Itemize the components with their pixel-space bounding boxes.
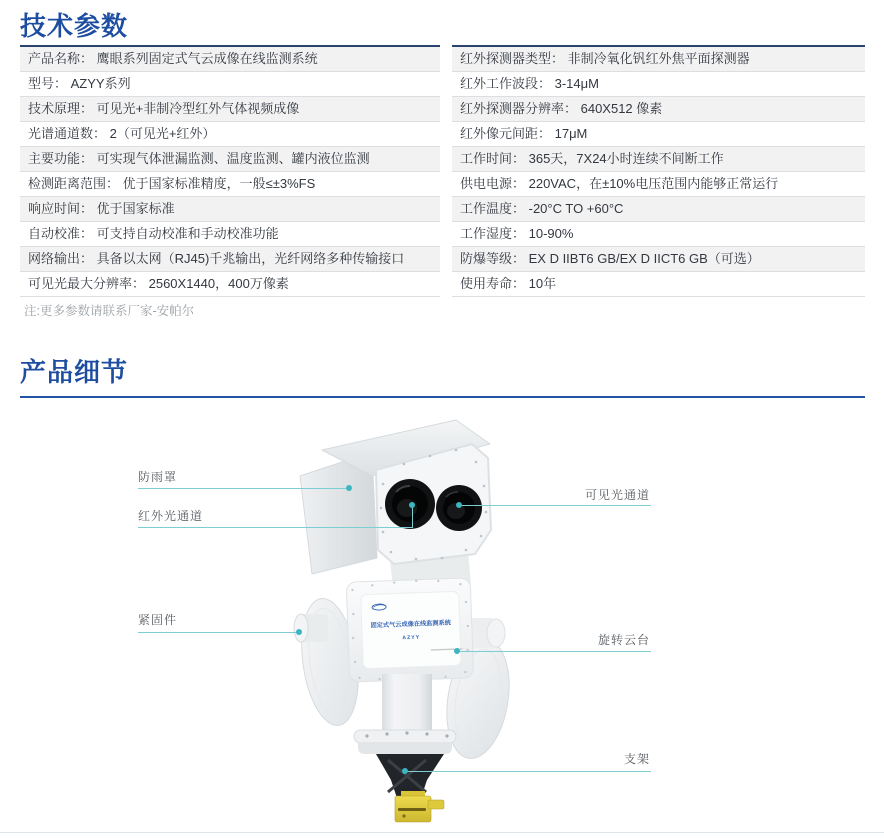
callout-line-ir-channel [138,527,413,528]
spec-row: 检测距离范围： 优于国家标准精度，一般≤±3%FS [20,172,440,197]
spec-row: 光谱通道数： 2（可见光+红外） [20,122,440,147]
spec-table-right [452,45,865,297]
device-illustration [270,412,530,832]
camera-head [300,420,491,574]
spec-row: 网络输出： 具备以太网（RJ45)千兆输出，光纤网络多种传输接口 [20,247,440,272]
section-title-product-details: 产品细节 [20,357,129,387]
callout-label-ir-channel: 红外光通道 [138,509,204,523]
device-label-line1: 固定式气云成像在线监测系统 [370,619,452,630]
spec-tables [20,45,865,297]
spec-row: 产品名称： 鹰眼系列固定式气云成像在线监测系统 [20,47,440,72]
visible-light-lens [436,485,482,531]
callout-label-bracket: 支架 [623,752,650,766]
yellow-clamp [395,791,444,822]
spec-row: 供电电源： 220VAC，在±10%电压范围内能够正常运行 [452,172,865,197]
callout-dot-bracket [402,768,408,774]
spec-row: 防爆等级： EX D IIBT6 GB/EX D IICT6 GB（可选） [452,247,865,272]
spec-row: 型号： AZYY系列 [20,72,440,97]
fastener-knob [294,614,328,642]
spec-row: 自动校准： 可支持自动校准和手动校准功能 [20,222,440,247]
callout-label-pan-tilt: 旋转云台 [597,633,650,647]
callout-dot-fastener [296,629,302,635]
callout-line-rain-cover [138,488,350,489]
note-text: 注:更多参数请联系厂家-安帕尔 [24,304,195,318]
spec-row: 红外工作波段： 3-14μM [452,72,865,97]
callout-dot-visible-channel [456,502,462,508]
callout-line-fastener [138,632,300,633]
callout-dot-pan-tilt [454,648,460,654]
spec-row: 技术原理： 可见光+非制冷型红外气体视频成像 [20,97,440,122]
callout-label-fastener: 紧固件 [138,613,178,627]
callout-line-pan-tilt [457,651,651,652]
spec-row: 工作温度： -20°C TO +60°C [452,197,865,222]
page-bottom-divider [0,832,884,833]
spec-table-left [20,45,440,297]
spec-row: 可见光最大分辨率： 2560X1440，400万像素 [20,272,440,297]
pan-tilt-body [346,578,473,683]
callout-line-visible-channel [459,505,651,506]
device-label-line2: AZYY [402,634,421,642]
tilt-motor [468,618,505,648]
section-underline [20,396,865,398]
section-title-tech-params: 技术参数 [20,11,129,41]
callout-line-ir-channel-vertical [412,505,413,527]
spec-row: 红外探测器类型： 非制冷氧化钒红外焦平面探测器 [452,47,865,72]
spec-row: 红外像元间距： 17μM [452,122,865,147]
callout-line-bracket [405,771,651,772]
callout-dot-rain-cover [346,485,352,491]
spec-row: 使用寿命： 10年 [452,272,865,297]
spec-row: 主要功能： 可实现气体泄漏监测、温度监测、罐内液位监测 [20,147,440,172]
support-column [354,674,456,754]
spec-row: 工作时间： 365天，7X24小时连续不间断工作 [452,147,865,172]
callout-label-visible-channel: 可见光通道 [584,488,650,502]
spec-row: 响应时间： 优于国家标准 [20,197,440,222]
spec-row: 工作湿度： 10-90% [452,222,865,247]
callout-label-rain-cover: 防雨罩 [138,470,178,484]
callout-dot-ir-channel [409,502,415,508]
spec-row: 红外探测器分辨率： 640X512 像素 [452,97,865,122]
